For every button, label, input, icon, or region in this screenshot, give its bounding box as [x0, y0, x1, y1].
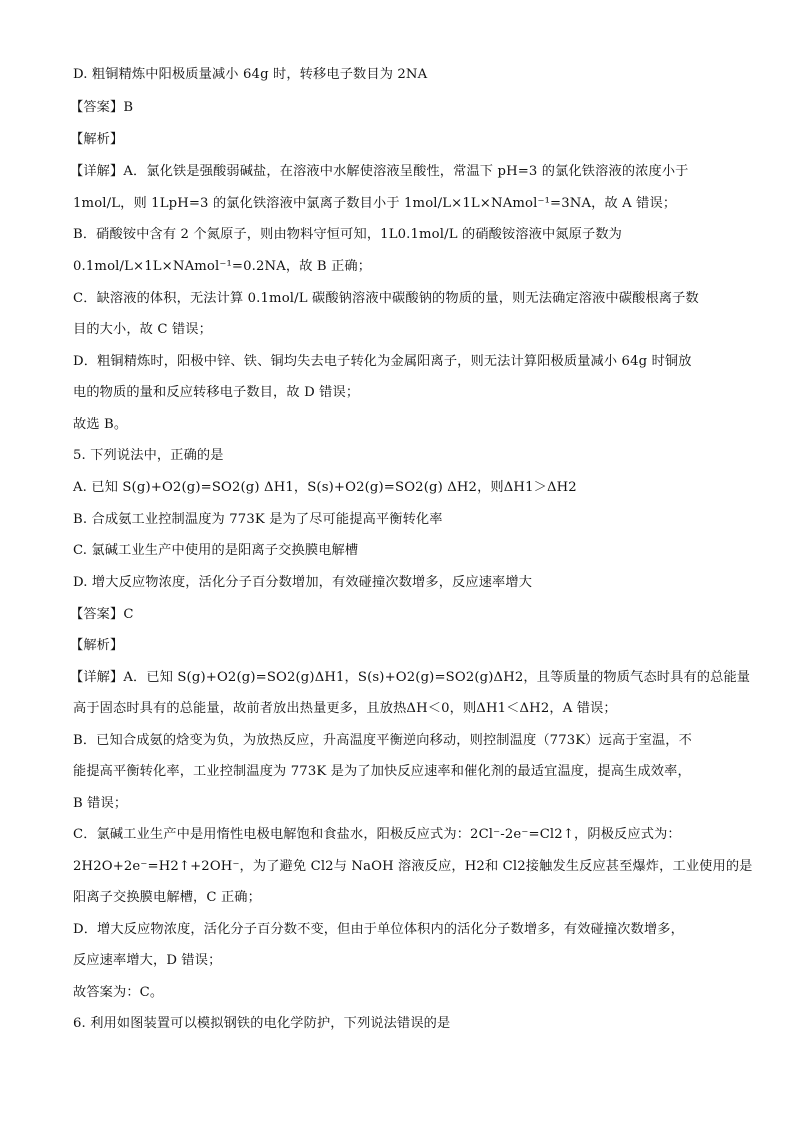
option-d-q4: D. 粗铜精炼中阳极质量减小 64g 时，转移电子数目为 2NA — [73, 67, 428, 82]
answer-label-q4: 【答案】B — [70, 100, 134, 115]
explanation-line: 0.1mol/L×1L×NAmol⁻¹=0.2NA，故 B 正确； — [73, 259, 372, 274]
answer-label-q5: 【答案】C — [70, 607, 134, 622]
explanation-line: B．硝酸铵中含有 2 个氮原子，则由物料守恒可知，1L0.1mol/L 的硝酸铵溶液中氮原子数为 — [73, 227, 623, 242]
explanation-line: C．氯碱工业生产中是用惰性电极电解饱和食盐水，阳极反应式为：2Cl⁻-2e⁻=Cl2↑，阴极反应式为： — [73, 827, 681, 842]
explanation-line: C．缺溶液的体积，无法计算 0.1mol/L 碳酸钠溶液中碳酸钠的物质的量，则无法确定溶液中碳酸根离子数 — [73, 291, 699, 306]
explanation-line: 【详解】A．已知 S(g)+O2(g)=SO2(g)ΔH1，S(s)+O2(g)=SO2(g)ΔH2，且等质量的物质气态时具有的总能量 — [70, 670, 751, 685]
question-5-stem: 5. 下列说法中，正确的是 — [73, 448, 224, 463]
explanation-line: 阳离子交换膜电解槽，C 正确； — [73, 890, 261, 905]
option-a-q5: A. 已知 S(g)+O2(g)=SO2(g) ΔH1，S(s)+O2(g)=SO2(g) ΔH2，则ΔH1＞ΔH2 — [73, 480, 577, 495]
conclusion-q4: 故选 B。 — [73, 417, 128, 432]
explanation-line: D．增大反应物浓度，活化分子百分数不变，但由于单位体积内的活化分子数增多，有效碰撞次数增多， — [73, 922, 684, 937]
explanation-line: 高于固态时具有的总能量，故前者放出热量更多，且放热ΔH＜0，则ΔH1＜ΔH2，A 错误； — [73, 701, 617, 716]
explanation-line: 能提高平衡转化率，工业控制温度为 773K 是为了加快反应速率和催化剂的最适宜温度，提高生成效率， — [73, 764, 691, 779]
explanation-line: B 错误； — [73, 796, 128, 811]
explanation-line: 2H2O+2e⁻=H2↑+2OH⁻，为了避免 Cl2与 NaOH 溶液反应，H2和 Cl2接触发生反应甚至爆炸，工业使用的是 — [73, 859, 753, 874]
explanation-line: D．粗铜精炼时，阳极中锌、铁、铜均失去电子转化为金属阳离子，则无法计算阳极质量减小 64g 时铜放 — [73, 354, 692, 369]
explanation-line: 电的物质的量和反应转移电子数目，故 D 错误； — [73, 385, 360, 400]
explanation-line: 目的大小，故 C 错误； — [73, 322, 212, 337]
explanation-line: 【详解】A．氯化铁是强酸弱碱盐，在溶液中水解使溶液呈酸性，常温下 pH=3 的氯化铁溶液的浓度小于 — [70, 164, 689, 179]
analysis-label-q4: 【解析】 — [70, 132, 124, 147]
explanation-line: 1mol/L，则 1LpH=3 的氯化铁溶液中氯离子数目小于 1mol/L×1L×NAmol⁻¹=3NA，故 A 错误； — [73, 196, 677, 211]
option-d-q5: D. 增大反应物浓度，活化分子百分数增加，有效碰撞次数增多，反应速率增大 — [73, 575, 533, 590]
conclusion-q5: 故答案为：C。 — [73, 985, 164, 1000]
explanation-line: B．已知合成氨的焓变为负，为放热反应，升高温度平衡逆向移动，则控制温度（773K）远高于室温，不 — [73, 733, 692, 748]
option-b-q5: B. 合成氨工业控制温度为 773K 是为了尽可能提高平衡转化率 — [73, 512, 443, 527]
explanation-line: 反应速率增大，D 错误； — [73, 953, 222, 968]
question-6-stem: 6. 利用如图装置可以模拟钢铁的电化学防护，下列说法错误的是 — [73, 1016, 451, 1031]
option-c-q5: C. 氯碱工业生产中使用的是阳离子交换膜电解槽 — [73, 543, 359, 558]
analysis-label-q5: 【解析】 — [70, 638, 124, 653]
